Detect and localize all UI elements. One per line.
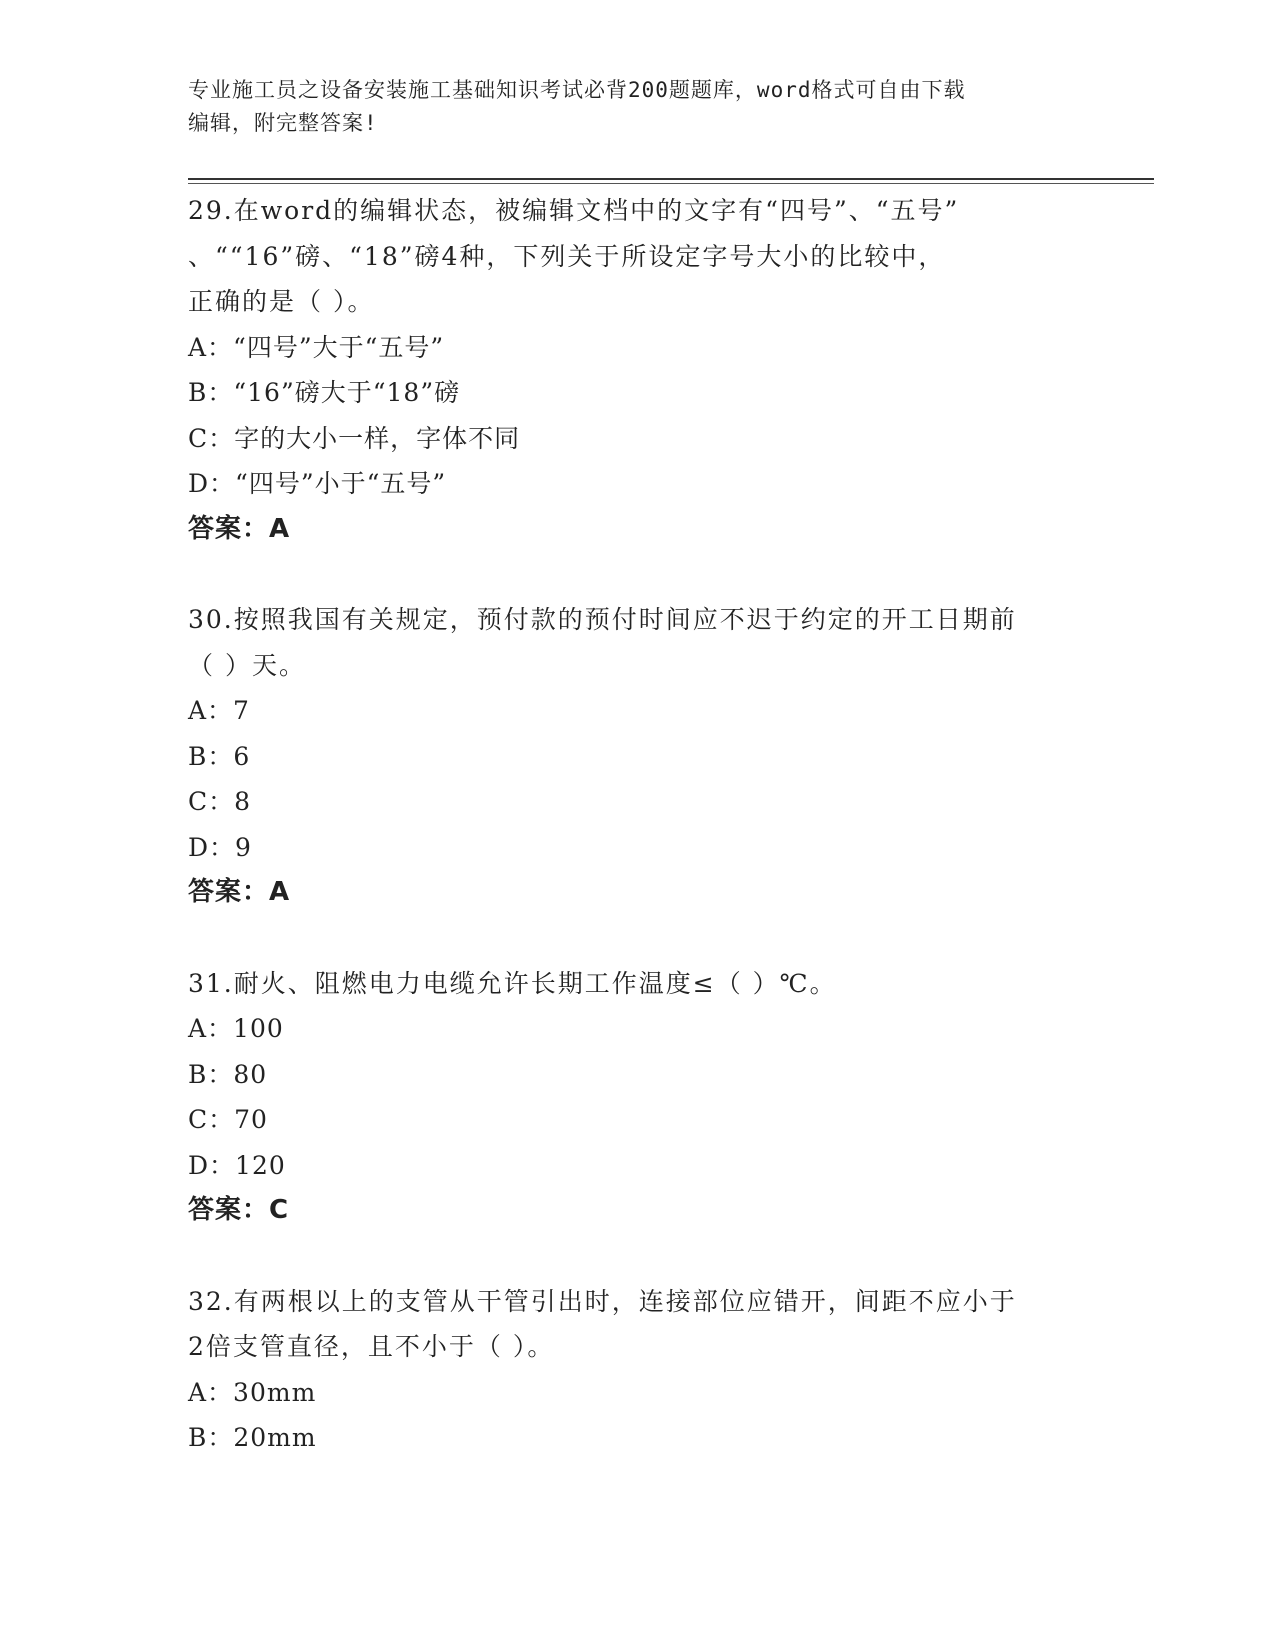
question-31 bbox=[188, 961, 1088, 1234]
header-divider-thin bbox=[188, 183, 1154, 184]
header-title-line-2: 编辑，附完整答案! bbox=[188, 111, 378, 135]
header-divider-thick bbox=[188, 178, 1154, 180]
spacer bbox=[188, 1234, 1088, 1279]
spacer bbox=[188, 552, 1088, 597]
option-c: C：8 bbox=[188, 787, 252, 816]
option-b: B：“16”磅大于“18”磅 bbox=[188, 378, 461, 407]
option-c: C：70 bbox=[188, 1105, 268, 1134]
document-header bbox=[188, 74, 1068, 140]
question-stem: 2倍支管直径，且不小于（ ）。 bbox=[188, 1332, 555, 1361]
option-c: C：字的大小一样，字体不同 bbox=[188, 423, 521, 453]
spacer bbox=[188, 916, 1088, 961]
option-d: D：120 bbox=[188, 1150, 286, 1180]
question-stem: 31.耐火、阻燃电力电缆允许长期工作温度≤（ ）℃。 bbox=[188, 968, 837, 998]
answer-label: 答案：C bbox=[188, 1195, 290, 1225]
option-b: B：20mm bbox=[188, 1423, 317, 1452]
question-stem: （ ）天。 bbox=[188, 650, 306, 680]
option-b: B：6 bbox=[188, 741, 251, 771]
option-a: A：“四号”大于“五号” bbox=[188, 332, 445, 362]
question-29 bbox=[188, 188, 1088, 552]
question-30 bbox=[188, 597, 1088, 916]
question-32 bbox=[188, 1279, 1088, 1461]
header-title-line-1: 专业施工员之设备安装施工基础知识考试必背200题题库，word格式可自由下载 bbox=[188, 78, 966, 102]
question-stem: 29.在word的编辑状态，被编辑文档中的文字有“四号”、“五号” bbox=[188, 196, 960, 225]
option-b: B：80 bbox=[188, 1059, 268, 1089]
question-stem: 正确的是（ ）。 bbox=[188, 287, 375, 316]
question-stem: 32.有两根以上的支管从干管引出时，连接部位应错开，间距不应小于 bbox=[188, 1286, 1017, 1316]
option-a: A：7 bbox=[188, 696, 250, 725]
option-a: A：100 bbox=[188, 1014, 284, 1043]
option-d: D：“四号”小于“五号” bbox=[188, 469, 447, 498]
question-stem: 30.按照我国有关规定，预付款的预付时间应不迟于约定的开工日期前 bbox=[188, 605, 1017, 634]
answer-label: 答案：A bbox=[188, 513, 291, 544]
option-a: A：30mm bbox=[188, 1377, 317, 1407]
answer-label: 答案：A bbox=[188, 877, 291, 907]
question-list bbox=[188, 188, 1088, 1461]
option-d: D：9 bbox=[188, 832, 252, 862]
question-stem: 、““16”磅、“18”磅4种，下列关于所设定字号大小的比较中， bbox=[188, 241, 946, 271]
